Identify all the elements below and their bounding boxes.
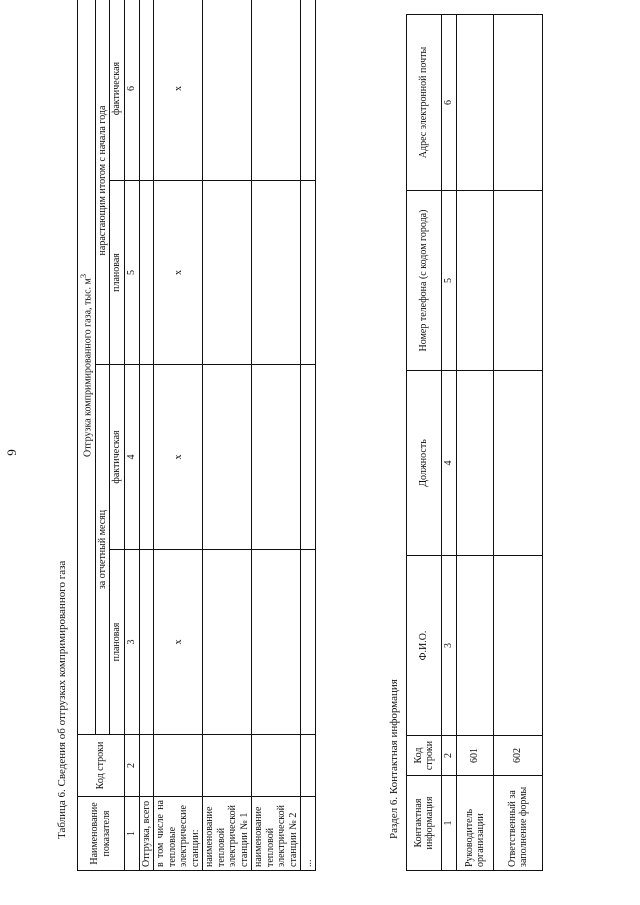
row-code: [252, 735, 301, 797]
col-number: 5: [442, 191, 457, 371]
cell-position: [457, 371, 494, 556]
row-name: в том числе на тепловые электрические станции:: [154, 797, 203, 871]
cell-month-plan: [139, 550, 154, 735]
table-row: [252, 0, 301, 871]
cell-ytd-plan: [203, 181, 252, 365]
col-number: 3: [442, 556, 457, 736]
cell-email: [494, 15, 543, 191]
row-code: [139, 735, 154, 797]
col-number: 5: [124, 181, 139, 365]
cell-phone: [457, 191, 494, 371]
col-number: 6: [442, 15, 457, 191]
col-number: 6: [124, 0, 139, 181]
table-row: [494, 15, 543, 871]
cell-ytd-fact: [203, 0, 252, 181]
section6-caption: Раздел 6. Контактная информация: [388, 679, 400, 839]
table-row: [301, 0, 316, 871]
table-row: [154, 0, 203, 871]
col-number: 2: [442, 736, 457, 776]
cell-full-name: [494, 556, 543, 736]
row-name: ...: [301, 797, 316, 871]
col-number: 4: [442, 371, 457, 556]
cell-month-fact: [301, 365, 316, 550]
table-row: [203, 0, 252, 871]
col-number: 4: [124, 365, 139, 550]
row-code: 602: [494, 736, 543, 776]
page-number: 9: [4, 449, 19, 456]
cell-month-plan: [301, 550, 316, 735]
cell-ytd-fact: [252, 0, 301, 181]
row-name: Руководитель организации: [457, 776, 494, 871]
table-row: [139, 0, 154, 871]
cell-ytd-fact: x: [154, 0, 203, 181]
header-month-fact: фактическая: [110, 365, 125, 550]
header-shipment-group: Отгрузка компримированного газа, тыс. $м^3$: [78, 0, 96, 735]
cell-month-fact: [203, 365, 252, 550]
row-name: Ответственный за заполнение формы: [494, 776, 543, 871]
cell-ytd-plan: x: [154, 181, 203, 365]
row-name: наименование тепловой электрической станции № 2: [252, 797, 301, 871]
row-code: 601: [457, 736, 494, 776]
cell-month-fact: [252, 365, 301, 550]
header-phone: Номер телефона (с кодом города): [407, 191, 442, 371]
shipments-table: [77, 0, 316, 871]
column-number-row: [124, 0, 139, 871]
cell-position: [494, 371, 543, 556]
header-code: Код строки: [407, 736, 442, 776]
cell-ytd-plan: [139, 181, 154, 365]
col-number: 1: [442, 776, 457, 871]
cell-full-name: [457, 556, 494, 736]
col-number: 1: [124, 797, 139, 871]
cell-ytd-plan: [252, 181, 301, 365]
cell-ytd-plan: [301, 181, 316, 365]
table-row: [457, 15, 494, 871]
col-number: 2: [124, 735, 139, 797]
header-position: Должность: [407, 371, 442, 556]
header-ytd-fact: фактическая: [110, 0, 125, 181]
cell-month-fact: [139, 365, 154, 550]
row-code: [203, 735, 252, 797]
cell-phone: [494, 191, 543, 371]
table6-caption: Таблица 6. Сведения об отгрузках компримированного газа: [56, 560, 68, 839]
cell-month-plan: x: [154, 550, 203, 735]
header-month-plan: плановая: [110, 550, 125, 735]
table-header-row: [407, 15, 442, 871]
row-code: [154, 735, 203, 797]
header-full-name: Ф.И.О.: [407, 556, 442, 736]
row-name: наименование тепловой электрической станции № 1: [203, 797, 252, 871]
cell-month-fact: x: [154, 365, 203, 550]
header-ytd-plan: плановая: [110, 181, 125, 365]
cell-month-plan: [252, 550, 301, 735]
cell-email: [457, 15, 494, 191]
cell-month-plan: [203, 550, 252, 735]
header-contact-info: Контактная информация: [407, 776, 442, 871]
table-header-row: [78, 0, 96, 871]
header-indicator: Наименование показателя: [78, 797, 125, 871]
column-number-row: [442, 15, 457, 871]
row-name: Отгрузка, всего: [139, 797, 154, 871]
row-code: [301, 735, 316, 797]
header-ytd: нарастающим итогом с начала года: [95, 0, 110, 365]
header-month: за отчетный месяц: [95, 365, 110, 735]
cell-ytd-fact: [139, 0, 154, 181]
header-email: Адрес электронной почты: [407, 15, 442, 191]
cell-ytd-fact: [301, 0, 316, 181]
header-code: Код строки: [78, 735, 125, 797]
col-number: 3: [124, 550, 139, 735]
contact-table: [406, 14, 543, 871]
